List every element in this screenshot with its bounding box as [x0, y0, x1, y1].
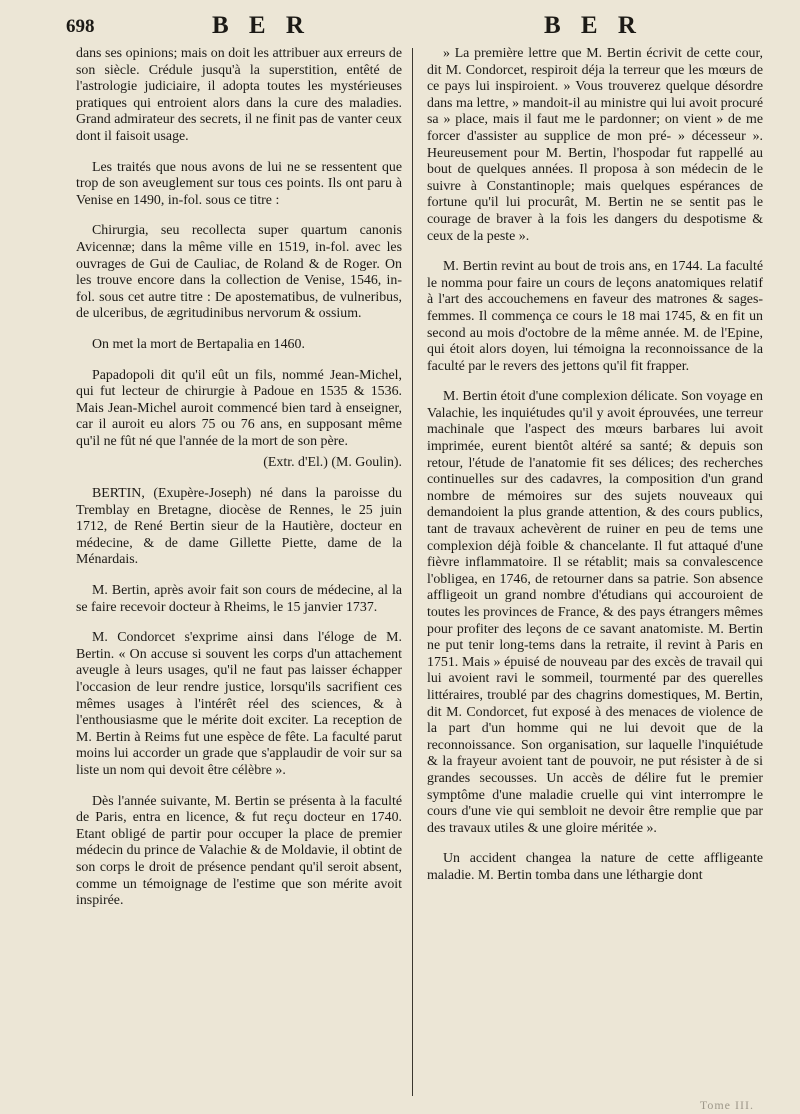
paragraph: M. Condorcet s'exprime ainsi dans l'éloge de M. Bertin. « On accuse si souvent les corps d'un attachement aveugle à leurs usages, qu'il ne faut pas laisser échapper l'occasion de leur rendre justice, lorsqu'ils sacrifient ces mêmes usages à l'intérêt réel des sciences, & à l'enthousiasme que le mérite doit exciter. La reception de M. Bertin à Reims fut une espèce de fête. La faculté parut moins lui accorder un grade que s'applaudir de voir sur sa liste un nom qui devoit être célèbre ». [76, 630, 402, 778]
paragraph: dans ses opinions; mais on doit les attribuer aux erreurs de son siècle. Crédule jusqu'à la superstition, entêté de l'astrologie judiciaire, il adopta toutes les mystérieuses pratiques qui entroient alors dans la cure des maladies. Grand admirateur des secrets, il ne finit pas de vanter ceux dont il faisoit usage. [76, 46, 402, 144]
paragraph: Dès l'année suivante, M. Bertin se présenta à la faculté de Paris, entra en licence, & fut reçu docteur en 1740. Etant obligé de partir pour occuper la place de premier médecin du prince de Valachie & de Moldavie, il obtint de son corps le droit de présence pendant qu'il seroit absent, comme un témoignage de l'estime que son mérite avoit inspirée. [76, 793, 402, 909]
paragraph: M. Bertin revint au bout de trois ans, en 1744. La faculté le nomma pour faire un cours de leçons anatomiques relatif à l'art des accouchemens en faveur des matrones & sages-femmes. Il commença ce cours le 18 mai 1745, & en fit un second au mois d'octobre de la même année. M. de l'Epine, qui étoit alors doyen, lui témoigna la reconnoissance de la faculté par le revers des jettons qu'il fit frapper. [427, 259, 763, 374]
running-head-right: B E R [544, 12, 643, 39]
source-signature: (Extr. d'El.) (M. Goulin). [263, 455, 402, 471]
paragraph: Un accident changea la nature de cette affligeante maladie. M. Bertin tomba dans une léthargie dont [427, 851, 763, 883]
signature-mark: Tome III. [699, 1098, 754, 1112]
entry-heading-paragraph: BERTIN, (Exupère-Joseph) né dans la paroisse du Tremblay en Bretagne, diocèse de Rennes, le 25 juin 1712, de René Bertin sieur de la Hautière, docteur en médecine, & de dame Gillette Piette, dame de la Ménardais. [76, 486, 402, 568]
page-number: 698 [66, 16, 95, 37]
paragraph: Papadopoli dit qu'il eût un fils, nommé Jean-Michel, qui fut lecteur de chirurgie à Padoue en 1535 & 1536. Mais Jean-Michel auroit commencé bien tard à enseigner, car il auroit eu alors 75 ou 76 ans, en supposant même qu'il ne fût né que l'année de la mort de son père. [76, 367, 402, 449]
paragraph: Chirurgia, seu recollecta super quartum canonis Avicennæ; dans la même ville en 1519, in-fol. avec les ouvrages de Gui de Cauliac, de Roland & de Roger. On les trouve encore dans la collection de Venise, 1546, in-fol. sous cet autre titre : De apostematibus, de vulneribus, de ulceribus, de ægritudinibus nervorum & ossium. [76, 223, 402, 322]
right-column [427, 46, 763, 885]
paragraph: M. Bertin étoit d'une complexion délicate. Son voyage en Valachie, les inquiétudes qu'il y avoit éprouvées, une terreur machinale que l'aspect des mœurs barbares lui avoit imprimée, eurent bientôt altéré sa santé; & depuis son retour, l'étude de l'anatomie fit ses délices; des recherches continuelles sur des cadavres, la composition d'un grand nombre de mémoires sur des sujets nouveaux qui demandoient la plus grande attention, & des cours publics, tant de travaux achevèrent de ruiner en peu de tems une complexion déjà foible & chancelante. Il fut attaqué d'une fièvre inflammatoire. Il se rétablit; mais sa convalescence l'obligea, en 1746, de retourner dans sa patrie. Son absence affligeoit un grand nombre d'étudians qui accouroient de toutes les provinces de France, & des pays étrangers mêmes pour profiter des leçons de ce savant anatomiste. M. Bertin ne put tenir long-tems dans la retraite, il revint à Paris en 1751. Mais » épuisé de nouveau par des excès de travail qui lui avoient ravi le sommeil, tourmenté par des querelles littéraires, troublé par des chagrins domestiques, M. Bertin, dit M. Condorcet, fut exposé à des menaces de violence de la part d'un homme qui ne lui devoit que de la reconnoissance. Son organisation, sur laquelle l'inquiétude & la frayeur avoient tant de pouvoir, ne put résister à de si grandes secousses. Un accès de délire fut le premier symptôme d'une maladie cruelle qui vint interrompre le cours d'une vie qui sembloit ne devoir être remplie que par des travaux utiles & une gloire méritée ». [427, 389, 763, 836]
paragraph: Les traités que nous avons de lui ne se ressentent que trop de son aveuglement sur tous ces points. Ils ont paru à Venise en 1490, in-fol. sous ce titre : [76, 159, 402, 208]
paragraph: » La première lettre que M. Bertin écrivit de cette cour, dit M. Condorcet, respiroit déja la terreur que les mœurs de ce pays lui inspiroient. » Vous trouverez quelque désordre dans ma lettre, » mandoit-il au ministre qui lui avoit procuré sa » place, mais il faut me le pardonner; on vient » de me forcer d'assister au supplice de mon pré- » décesseur ». Heureusement pour M. Bertin, l'hospodar fut rappellé au bout de quelques années. Il proposa à son médecin de le suivre à Constantinople; mais quelques espérances de fortune qu'il lui procurât, M. Bertin ne se sentit pas le courage de braver à la fois les dangers du despotisme & ceux de la peste ». [427, 46, 763, 244]
left-column [76, 46, 402, 910]
paragraph: M. Bertin, après avoir fait son cours de médecine, al la se faire recevoir docteur à Rheims, le 15 janvier 1737. [76, 583, 402, 615]
paragraph: On met la mort de Bertapalia en 1460. [92, 336, 305, 352]
page-header [0, 10, 800, 44]
column-divider [412, 48, 413, 1096]
running-head-left: B E R [212, 12, 311, 39]
